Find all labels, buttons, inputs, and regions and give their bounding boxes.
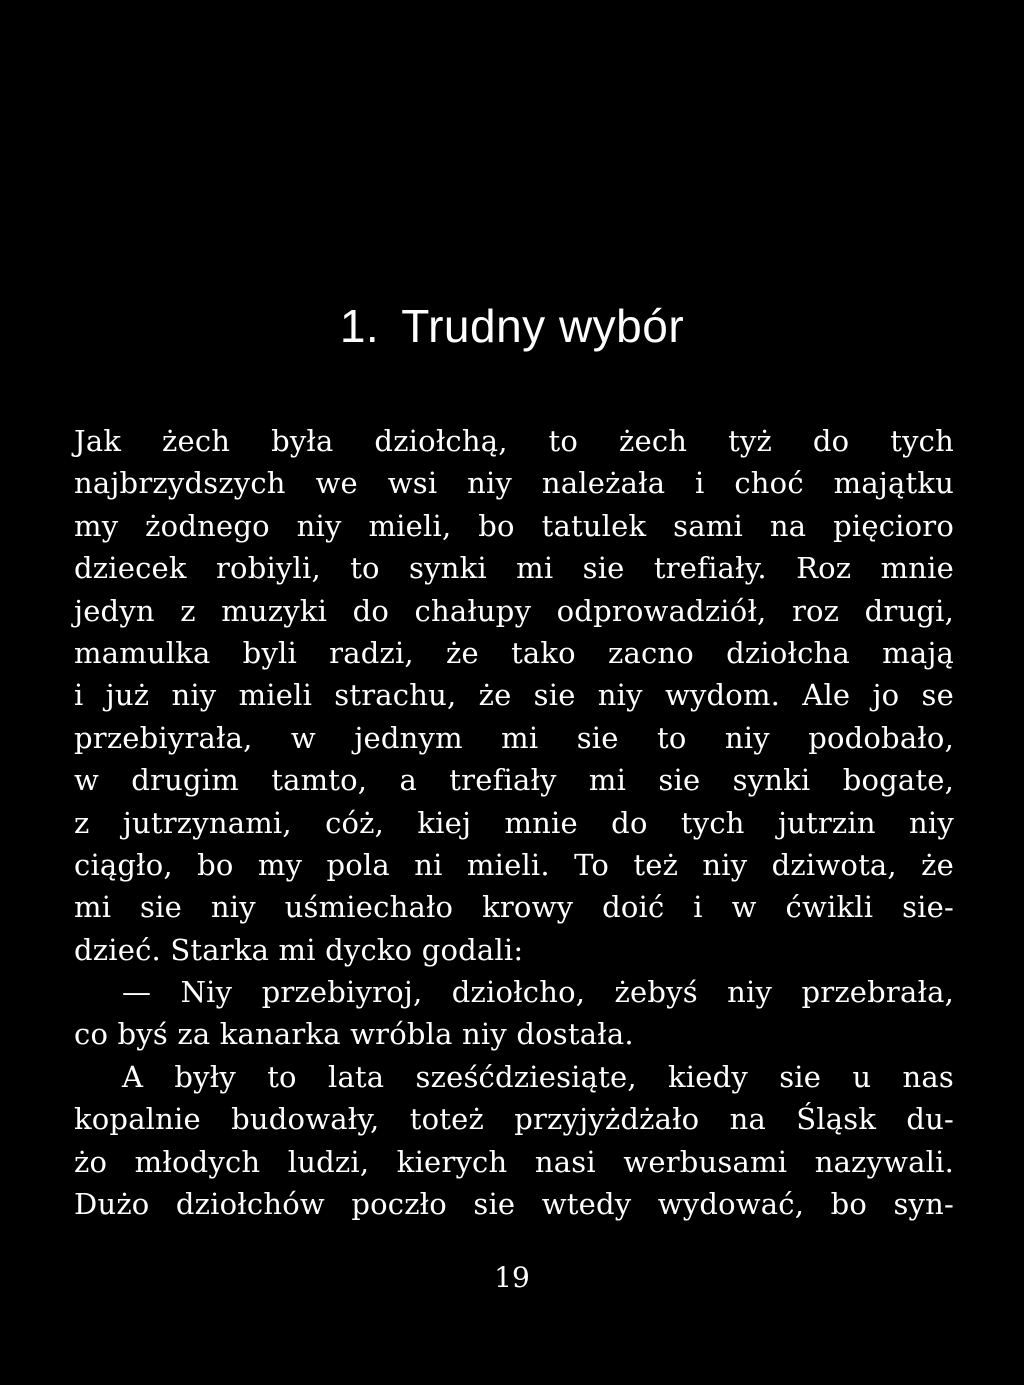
text-line: mi sie niy uśmiechało krowy doić i w ćwikli sie- — [74, 890, 954, 925]
text-line: A były to lata sześćdziesiąte, kiedy sie u nas — [122, 1059, 954, 1094]
body-text — [74, 420, 954, 1225]
text-line: kopalnie budowały, toteż przyjyżdżało na Śląsk du- — [74, 1102, 954, 1137]
text-line: najbrzydszych we wsi niy należała i choć majątku — [74, 466, 954, 501]
text-line: ciągło, bo my pola ni mieli. To też niy dziwota, że — [74, 847, 954, 882]
text-line: Jak żech była dziołchą, to żech tyż do tych — [74, 424, 954, 458]
text-line: dzieć. Starka mi dycko godali: — [74, 932, 524, 967]
chapter-title-text: Trudny wybór — [401, 300, 685, 352]
text-line: dziecek robiyli, to synki mi sie trefiały. Roz mnie — [74, 551, 954, 586]
chapter-number: 1. — [339, 300, 380, 352]
page-number: 19 — [494, 1261, 530, 1294]
text-line: co byś za kanarka wróbla niy dostała. — [74, 1017, 634, 1052]
text-line: — Niy przebiyroj, dziołcho, żebyś niy przebrała, — [122, 975, 954, 1010]
text-line: my żodnego niy mieli, bo tatulek sami na pięcioro — [74, 508, 954, 543]
text-line: przebiyrała, w jednym mi sie to niy podobało, — [74, 720, 954, 755]
text-line: w drugim tamto, a trefiały mi sie synki bogate, — [74, 763, 954, 798]
text-line: jedyn z muzyki do chałupy odprowadziół, roz drugi, — [74, 593, 954, 628]
text-line: i już niy mieli strachu, że sie niy wydom. Ale jo se — [74, 678, 954, 713]
text-line: żo młodych ludzi, kierych nasi werbusami nazywali. — [74, 1144, 954, 1179]
text-line: z jutrzynami, cóż, kiej mnie do tych jutrzin niy — [74, 805, 954, 840]
text-line: mamulka byli radzi, że tako zacno dziołcha mają — [74, 635, 954, 670]
text-line: Dużo dziołchów poczło sie wtedy wydować, bo syn- — [74, 1187, 954, 1222]
chapter-title — [0, 296, 1024, 356]
